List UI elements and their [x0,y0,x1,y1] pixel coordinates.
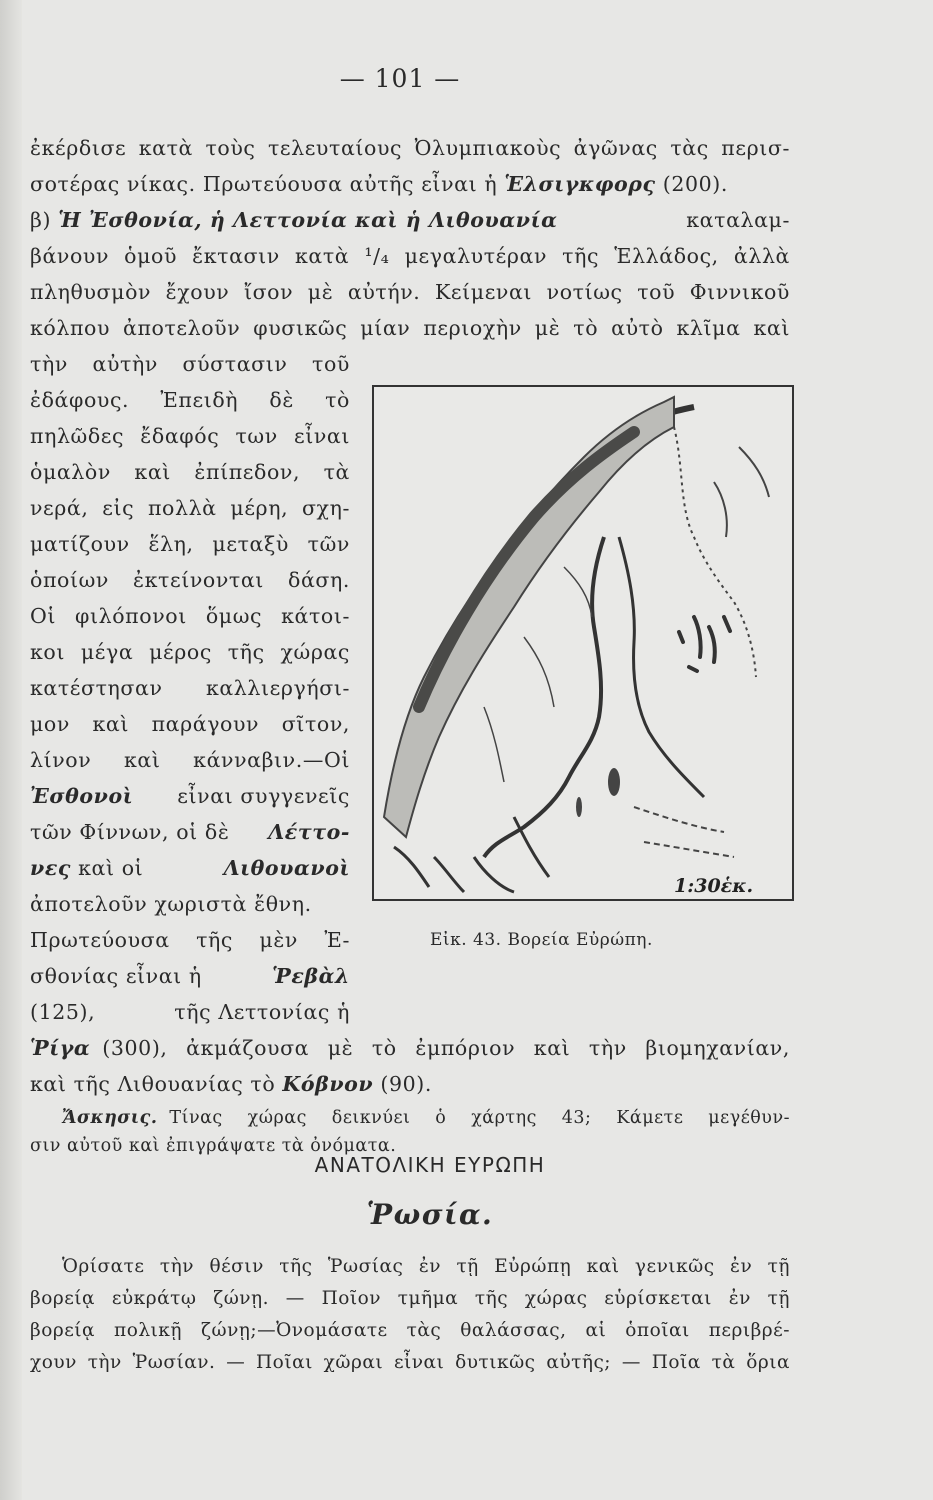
text-fragment: (300), ἀκμάζουσα μὲ τὸ ἐμπόριον καὶ τὴν βιομηχανίαν, [102,1036,790,1060]
text-fragment: εἶναι συγγενεῖς [177,784,350,808]
text-line: κατέστησαν καλλιεργήσι- [30,676,350,700]
people-name: Ἐσθονοὶ [30,784,134,808]
text-line: Πρωτεύουσα τῆς μὲν Ἐ- [30,928,350,952]
text-line: βάνουν ὁμοῦ ἔκτασιν κατὰ ¹/₄ μεγαλυτέραν τῆς Ἑλλάδος, ἀλλὰ [30,244,790,268]
map-drawing [374,387,792,899]
text-fragment: (200). [662,172,728,196]
text-line: βορείᾳ πολικῇ ζώνῃ;—Ὀνομάσατε τὰς θαλάσσας, αἱ ὁποῖαι περιβρέ- [30,1320,790,1341]
denmark [394,847,464,892]
text-line: ἐκέρδισε κατὰ τοὺς τελευταίους Ὀλυμπιακοὺς ἀγῶνας τὰς περισ- [30,136,790,160]
text-line: κόλπου ἀποτελοῦν φυσικῶς μίαν περιοχὴν μὲ τὸ αὐτὸ κλῖμα καὶ [30,316,790,340]
text-line [30,820,350,844]
text-line: βορείᾳ εὐκράτῳ ζώνῃ. — Ποῖον τμῆμα τῆς χώρας εὑρίσκεται ἐν τῇ [30,1288,790,1309]
text-line: τὴν αὐτὴν σύστασιν τοῦ [30,352,350,376]
finland-lakes [679,617,730,671]
text-line: κοι μέγα μέρος τῆς χώρας [30,640,350,664]
border-baltics [634,807,734,857]
exercise-line: σιν αὐτοῦ καὶ ἐπιγράψατε τὰ ὀνόματα. [30,1136,397,1156]
text-line: Ὁρίσατε τὴν θέσιν τῆς Ῥωσίας ἐν τῇ Εὐρώπῃ καὶ γενικῶς ἐν τῇ [62,1256,790,1277]
text-line: ἐδάφους. Ἐπειδὴ δὲ τὸ [30,388,350,412]
text-fragment: τῶν Φίννων, οἱ δὲ [30,820,230,844]
map-northern-europe [372,385,794,901]
text-line: πληθυσμὸν ἔχουν ἴσον μὲ αὐτήν. Κείμεναι νοτίως τοῦ Φιννικοῦ [30,280,790,304]
city-name: Κόβνον [282,1072,374,1096]
norway-hatching [384,397,674,837]
exercise-line [62,1108,790,1128]
people-name: Λέττο- [268,820,350,844]
text-line: πηλῶδες ἔδαφός των εἶναι [30,424,350,448]
exercise-label: Ἄσκησις. [62,1108,158,1128]
page-number: — 101 — [339,64,461,93]
exercise-text: Τίνας χώρας δεικνύει ὁ χάρτης 43; Κάμετε μεγέθυν- [169,1108,790,1128]
text-line: ὁμαλὸν καὶ ἐπίπεδον, τὰ [30,460,350,484]
text-fragment: καταλαμ- [686,208,790,232]
text-line: Οἱ φιλόπονοι ὅμως κάτοι- [30,604,350,628]
city-name: Ῥίγα [30,1036,91,1060]
text-line: χουν τὴν Ῥωσίαν. — Ποῖαι χῶραι εἶναι δυτικῶς αὐτῆς; — Ποῖα τὰ ὅρια [30,1352,790,1373]
east-coast [714,447,769,537]
scandinavia-coast [394,407,694,807]
text-line [30,1072,432,1096]
oland [576,797,582,817]
text-line [30,1036,790,1060]
people-name: Λιθουανοὶ [223,856,350,880]
text-fragment: β) [30,208,52,232]
text-fragment: καὶ οἱ [78,856,144,880]
city-name: Ῥεβὰλ [272,964,350,988]
section-subheading: Ῥωσία. [366,1198,494,1231]
text-line: λίνον καὶ κάνναβιν.—Οἱ [30,748,350,772]
text-line: ἀποτελοῦν χωριστὰ ἔθνη. [30,892,312,916]
text-line [30,1000,350,1024]
text-line [30,856,350,880]
section-heading: ΑΝΑΤΟΛΙΚΗ ΕΥΡΩΠΗ [314,1153,546,1177]
text-line [30,784,350,808]
text-fragment: σθονίας εἶναι ἡ [30,964,202,988]
text-fragment: σοτέρας νίκας. Πρωτεύουσα αὐτῆς εἶναι ἡ [30,172,498,196]
text-fragment: (90). [380,1072,432,1096]
text-fragment: τῆς Λεττονίας ἡ [174,1000,350,1024]
text-fragment: καὶ τῆς Λιθουανίας τὸ [30,1072,276,1096]
figure-caption: Εἰκ. 43. Βορεία Εὐρώπη. [430,930,653,950]
text-line [30,964,350,988]
gotland [608,768,620,796]
page-binding-edge [0,0,22,1500]
text-fragment: (125), [30,1000,96,1024]
people-name: νες [30,856,71,880]
place-name: Ἑλσιγκφορς [504,172,656,196]
text-line: μον καὶ παράγουν σῖτον, [30,712,350,736]
text-line: ὁποίων ἐκτείνονται δάση. [30,568,350,592]
scale-label: 1:30ἑκ. [674,875,754,897]
text-line: ματίζουν ἕλη, μεταξὺ τῶν [30,532,350,556]
text-line [30,208,790,232]
text-line [30,172,790,196]
country-names: Ἡ Ἐσθονία, ἡ Λεττονία καὶ ἡ Λιθουανία [58,208,558,232]
text-line: νερά, εἰς πολλὰ μέρη, σχη- [30,496,350,520]
